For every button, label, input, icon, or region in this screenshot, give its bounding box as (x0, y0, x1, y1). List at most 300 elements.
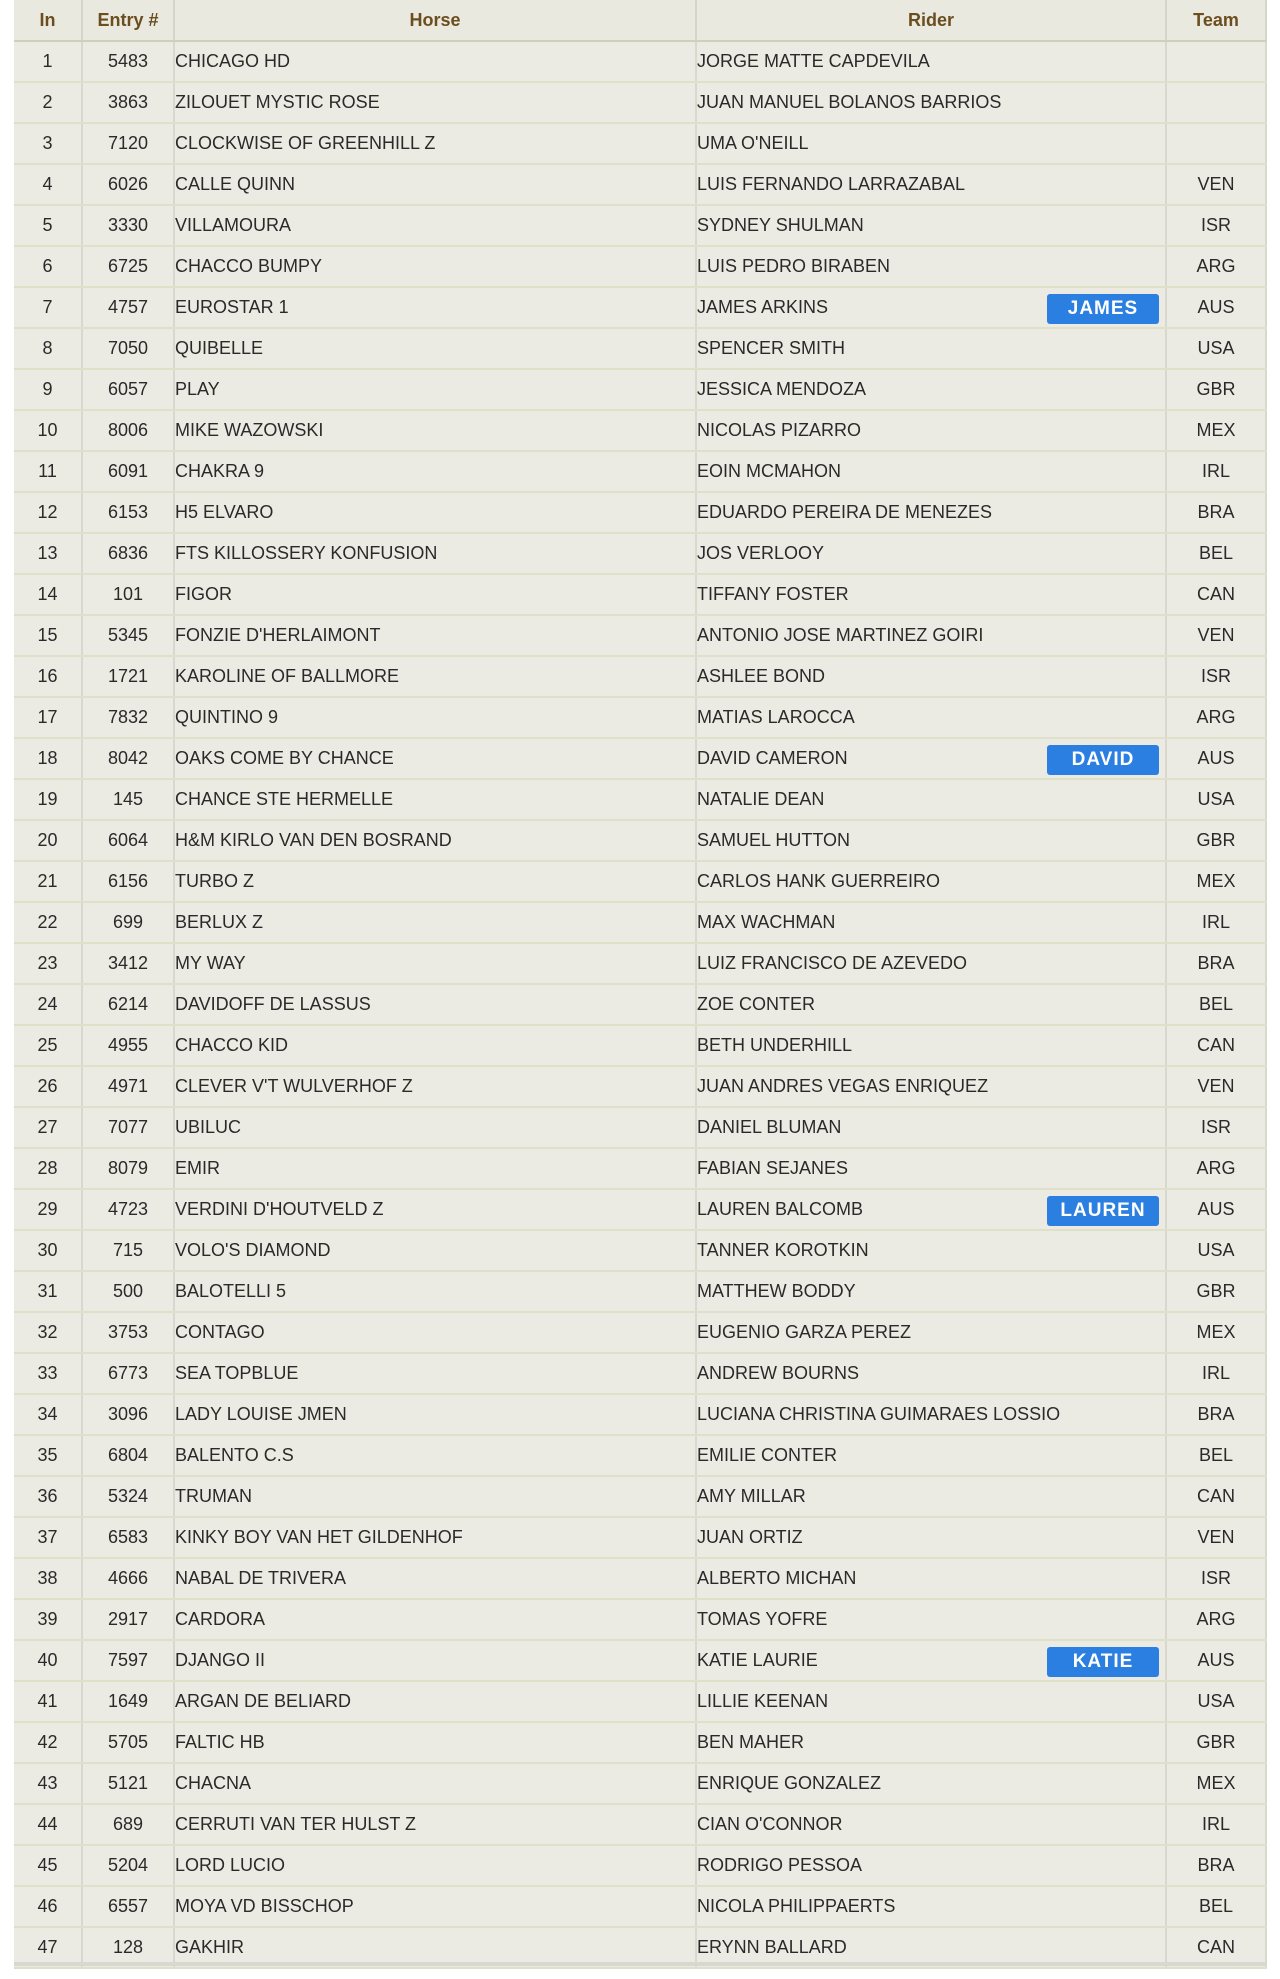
table-row[interactable] (14, 205, 1266, 246)
horse-cell-text: CERRUTI VAN TER HULST Z (175, 1814, 417, 1834)
in-cell (14, 861, 82, 902)
horse-cell (174, 1271, 696, 1312)
rider-cell-text: ANTONIO JOSE MARTINEZ GOIRI (697, 625, 984, 645)
entry-number-cell (82, 615, 174, 656)
horse-cell (174, 1558, 696, 1599)
rider-cell-text: AMY MILLAR (697, 1486, 806, 1506)
table-row[interactable] (14, 1886, 1266, 1927)
entry-number-cell (82, 123, 174, 164)
table-row[interactable] (14, 1640, 1266, 1681)
horse-cell-text: LADY LOUISE JMEN (175, 1404, 347, 1424)
team-cell-text: CAN (1196, 1937, 1235, 1957)
horse-cell (174, 451, 696, 492)
horse-cell (174, 164, 696, 205)
team-cell (1166, 1476, 1266, 1517)
entry-number-cell (82, 1066, 174, 1107)
table-row[interactable] (14, 1312, 1266, 1353)
in-cell-text: 19 (37, 789, 58, 809)
in-cell-text: 30 (37, 1240, 58, 1260)
in-cell (14, 1353, 82, 1394)
rider-cell (696, 82, 1166, 123)
entry-number-cell (82, 1189, 174, 1230)
team-cell (1166, 984, 1266, 1025)
in-cell-text: 42 (37, 1732, 58, 1752)
rider-cell (696, 1886, 1166, 1927)
bottom-divider (14, 1962, 1266, 1966)
rider-cell (696, 1189, 1166, 1230)
entry-number-cell-text: 2917 (107, 1609, 149, 1629)
entry-number-cell-text: 101 (112, 584, 144, 604)
in-cell (14, 164, 82, 205)
table-row[interactable] (14, 1845, 1266, 1886)
team-cell-text: CAN (1196, 584, 1235, 604)
in-cell-text: 25 (37, 1035, 58, 1055)
table-row[interactable] (14, 1025, 1266, 1066)
team-cell (1166, 1886, 1266, 1927)
table-row[interactable] (14, 1599, 1266, 1640)
in-cell-text: 46 (37, 1896, 58, 1916)
table-row[interactable] (14, 615, 1266, 656)
horse-cell (174, 1886, 696, 1927)
in-cell (14, 1148, 82, 1189)
table-row[interactable] (14, 697, 1266, 738)
horse-cell (174, 1066, 696, 1107)
horse-cell-text: CLOCKWISE OF GREENHILL Z (175, 133, 436, 153)
rider-cell-text: JUAN MANUEL BOLANOS BARRIOS (697, 92, 1002, 112)
team-cell (1166, 943, 1266, 984)
horse-cell (174, 410, 696, 451)
in-cell (14, 287, 82, 328)
entry-number-cell-text: 7597 (107, 1650, 149, 1670)
horse-cell (174, 1230, 696, 1271)
rider-cell (696, 533, 1166, 574)
table-row[interactable] (14, 1271, 1266, 1312)
table-row[interactable] (14, 1435, 1266, 1476)
rider-cell-text: JESSICA MENDOZA (697, 379, 867, 399)
entry-number-cell (82, 369, 174, 410)
rider-cell (696, 1230, 1166, 1271)
in-cell-text: 4 (42, 174, 53, 194)
entry-number-cell (82, 1681, 174, 1722)
team-cell-text: GBR (1196, 1281, 1236, 1301)
table-row[interactable] (14, 246, 1266, 287)
team-cell (1166, 1271, 1266, 1312)
entry-number-cell (82, 1763, 174, 1804)
entry-number-cell (82, 164, 174, 205)
team-cell (1166, 1599, 1266, 1640)
rider-cell (696, 984, 1166, 1025)
horse-cell-text: SEA TOPBLUE (175, 1363, 299, 1383)
entry-number-cell-text: 6804 (107, 1445, 149, 1465)
order-of-go-panel (14, 0, 1266, 1969)
team-cell-text: IRL (1201, 461, 1230, 481)
team-cell-text: ISR (1200, 666, 1231, 686)
entry-number-cell (82, 1886, 174, 1927)
team-cell-text: AUS (1197, 297, 1235, 317)
header-team[interactable]: Team (1166, 0, 1266, 41)
entry-number-cell (82, 246, 174, 287)
in-cell (14, 123, 82, 164)
horse-cell (174, 1476, 696, 1517)
entry-number-cell (82, 1517, 174, 1558)
horse-cell (174, 738, 696, 779)
in-cell-text: 14 (37, 584, 58, 604)
rider-cell (696, 1722, 1166, 1763)
in-cell-text: 23 (37, 953, 58, 973)
table-row[interactable] (14, 1189, 1266, 1230)
in-cell-text: 32 (37, 1322, 58, 1342)
entry-number-cell-text: 715 (112, 1240, 144, 1260)
horse-cell-text: FALTIC HB (175, 1732, 265, 1752)
in-cell-text: 15 (37, 625, 58, 645)
header-horse[interactable]: Horse (174, 0, 696, 41)
table-row[interactable] (14, 369, 1266, 410)
horse-cell-text: DAVIDOFF DE LASSUS (175, 994, 371, 1014)
in-cell-text: 13 (37, 543, 58, 563)
entry-number-cell-text: 689 (112, 1814, 144, 1834)
in-cell (14, 1312, 82, 1353)
entry-number-cell-text: 6057 (107, 379, 149, 399)
entry-number-cell (82, 451, 174, 492)
rider-cell (696, 1804, 1166, 1845)
entry-number-cell (82, 1312, 174, 1353)
in-cell (14, 656, 82, 697)
rider-cell-text: NATALIE DEAN (697, 789, 825, 809)
rider-cell (696, 1025, 1166, 1066)
in-cell-text: 41 (37, 1691, 58, 1711)
table-row[interactable] (14, 1353, 1266, 1394)
entry-number-cell (82, 861, 174, 902)
table-row[interactable] (14, 861, 1266, 902)
in-cell-text: 34 (37, 1404, 58, 1424)
entry-number-cell (82, 1640, 174, 1681)
horse-cell-text: KAROLINE OF BALLMORE (175, 666, 400, 686)
team-cell (1166, 1558, 1266, 1599)
table-row[interactable] (14, 738, 1266, 779)
in-cell-text: 11 (38, 461, 57, 481)
in-cell (14, 697, 82, 738)
team-cell (1166, 1312, 1266, 1353)
horse-cell (174, 615, 696, 656)
in-cell-text: 18 (37, 748, 58, 768)
horse-cell-text: CALLE QUINN (175, 174, 296, 194)
in-cell (14, 1763, 82, 1804)
team-cell-text: MEX (1196, 420, 1236, 440)
horse-cell-text: H5 ELVARO (175, 502, 274, 522)
rider-cell-text: LUIS PEDRO BIRABEN (697, 256, 891, 276)
horse-cell-text: CONTAGO (175, 1322, 265, 1342)
rider-cell (696, 1845, 1166, 1886)
horse-cell-text: VERDINI D'HOUTVELD Z (175, 1199, 384, 1219)
team-cell-text: VEN (1197, 1527, 1235, 1547)
in-cell (14, 615, 82, 656)
header-entry-number[interactable]: Entry # (82, 0, 174, 41)
team-cell-text: USA (1197, 1691, 1235, 1711)
team-cell (1166, 41, 1266, 82)
rider-cell-text: EDUARDO PEREIRA DE MENEZES (697, 502, 993, 522)
team-cell (1166, 246, 1266, 287)
table-row[interactable] (14, 820, 1266, 861)
horse-cell-text: H&M KIRLO VAN DEN BOSRAND (175, 830, 452, 850)
in-cell (14, 492, 82, 533)
rider-cell (696, 1476, 1166, 1517)
horse-cell (174, 492, 696, 533)
horse-cell-text: MIKE WAZOWSKI (175, 420, 324, 440)
table-row[interactable] (14, 1517, 1266, 1558)
table-row[interactable] (14, 123, 1266, 164)
team-cell (1166, 1804, 1266, 1845)
table-row[interactable] (14, 1681, 1266, 1722)
table-row[interactable] (14, 328, 1266, 369)
entry-number-cell-text: 145 (112, 789, 144, 809)
entry-number-cell (82, 1558, 174, 1599)
horse-cell-text: MY WAY (175, 953, 246, 973)
entry-number-cell (82, 1107, 174, 1148)
entry-number-cell (82, 984, 174, 1025)
horse-cell-text: NABAL DE TRIVERA (175, 1568, 347, 1588)
team-cell-text: CAN (1196, 1486, 1235, 1506)
in-cell-text: 12 (37, 502, 58, 522)
horse-cell-text: MOYA VD BISSCHOP (175, 1896, 354, 1916)
table-row[interactable] (14, 1804, 1266, 1845)
rider-cell-text: LUCIANA CHRISTINA GUIMARAES LOSSIO (697, 1404, 1061, 1424)
team-cell-text: GBR (1196, 1732, 1236, 1752)
in-cell (14, 574, 82, 615)
horse-cell-text: VILLAMOURA (175, 215, 292, 235)
table-row[interactable] (14, 1722, 1266, 1763)
table-row[interactable] (14, 1558, 1266, 1599)
table-row[interactable] (14, 574, 1266, 615)
in-cell-text: 44 (37, 1814, 58, 1834)
table-row[interactable] (14, 164, 1266, 205)
in-cell (14, 1271, 82, 1312)
rider-cell-text: DANIEL BLUMAN (697, 1117, 842, 1137)
rider-cell-text: CARLOS HANK GUERREIRO (697, 871, 941, 891)
team-cell-text: BRA (1197, 1404, 1235, 1424)
horse-cell-text: CHACCO KID (175, 1035, 289, 1055)
horse-cell-text: FIGOR (175, 584, 232, 604)
header-rider[interactable]: Rider (696, 0, 1166, 41)
rider-cell-text: NICOLAS PIZARRO (697, 420, 862, 440)
in-cell-text: 21 (37, 871, 58, 891)
horse-cell (174, 1353, 696, 1394)
rider-cell (696, 943, 1166, 984)
team-cell (1166, 1640, 1266, 1681)
horse-cell (174, 1599, 696, 1640)
table-row[interactable] (14, 779, 1266, 820)
entry-number-cell-text: 5204 (107, 1855, 149, 1875)
header-in[interactable]: In (14, 0, 82, 41)
entry-number-cell-text: 6091 (107, 461, 149, 481)
entry-number-cell-text: 3753 (107, 1322, 149, 1342)
table-row[interactable] (14, 984, 1266, 1025)
table-row[interactable] (14, 1476, 1266, 1517)
rider-cell-text: JOS VERLOOY (697, 543, 825, 563)
team-cell (1166, 1025, 1266, 1066)
entry-number-cell (82, 287, 174, 328)
entry-number-cell (82, 697, 174, 738)
team-cell (1166, 1353, 1266, 1394)
in-cell (14, 1722, 82, 1763)
horse-cell-text: CHACNA (175, 1773, 252, 1793)
horse-cell (174, 1517, 696, 1558)
rider-highlight-badge: DAVID (1047, 745, 1159, 775)
horse-cell (174, 943, 696, 984)
in-cell-text: 1 (42, 51, 53, 71)
rider-cell (696, 492, 1166, 533)
horse-cell-text: BERLUX Z (175, 912, 264, 932)
rider-cell (696, 1517, 1166, 1558)
horse-cell (174, 1763, 696, 1804)
horse-cell-text: KINKY BOY VAN HET GILDENHOF (175, 1527, 463, 1547)
rider-highlight-badge: LAUREN (1047, 1196, 1159, 1226)
in-cell (14, 1804, 82, 1845)
rider-cell-text: BETH UNDERHILL (697, 1035, 853, 1055)
rider-cell (696, 1148, 1166, 1189)
in-cell-text: 22 (37, 912, 58, 932)
team-cell (1166, 410, 1266, 451)
rider-cell-text: TOMAS YOFRE (697, 1609, 828, 1629)
in-cell (14, 902, 82, 943)
horse-cell (174, 82, 696, 123)
rider-cell (696, 1353, 1166, 1394)
entry-number-cell (82, 1394, 174, 1435)
in-cell (14, 369, 82, 410)
entry-number-cell (82, 205, 174, 246)
rider-cell (696, 451, 1166, 492)
entry-number-cell-text: 3412 (107, 953, 149, 973)
table-row[interactable] (14, 410, 1266, 451)
entry-number-cell-text: 4971 (107, 1076, 149, 1096)
in-cell-text: 2 (42, 92, 53, 112)
in-cell-text: 16 (37, 666, 58, 686)
team-cell (1166, 861, 1266, 902)
entry-number-cell-text: 6836 (107, 543, 149, 563)
horse-cell (174, 328, 696, 369)
in-cell-text: 31 (37, 1281, 58, 1301)
table-row[interactable] (14, 41, 1266, 82)
team-cell (1166, 205, 1266, 246)
team-cell (1166, 574, 1266, 615)
team-cell (1166, 1189, 1266, 1230)
horse-cell (174, 246, 696, 287)
rider-cell (696, 1394, 1166, 1435)
table-row[interactable] (14, 1107, 1266, 1148)
horse-cell-text: CARDORA (175, 1609, 266, 1629)
rider-cell-text: JUAN ANDRES VEGAS ENRIQUEZ (697, 1076, 989, 1096)
rider-cell (696, 1271, 1166, 1312)
table-row[interactable] (14, 1394, 1266, 1435)
in-cell (14, 1640, 82, 1681)
horse-cell (174, 205, 696, 246)
table-row[interactable] (14, 943, 1266, 984)
team-cell-text: VEN (1197, 625, 1235, 645)
team-cell-text: USA (1197, 789, 1235, 809)
entry-number-cell (82, 943, 174, 984)
table-row[interactable] (14, 287, 1266, 328)
entry-number-cell-text: 500 (112, 1281, 144, 1301)
rider-cell-text: LUIS FERNANDO LARRAZABAL (697, 174, 966, 194)
in-cell (14, 1066, 82, 1107)
horse-cell (174, 533, 696, 574)
rider-cell-text: MATIAS LAROCCA (697, 707, 855, 727)
horse-cell (174, 41, 696, 82)
table-row[interactable] (14, 82, 1266, 123)
horse-cell-text: EMIR (175, 1158, 220, 1178)
in-cell-text: 3 (42, 133, 53, 153)
team-cell-text: ISR (1200, 1117, 1231, 1137)
rider-cell (696, 615, 1166, 656)
entry-number-cell-text: 3863 (107, 92, 149, 112)
horse-cell-text: VOLO'S DIAMOND (175, 1240, 331, 1260)
entry-number-cell (82, 1435, 174, 1476)
in-cell (14, 41, 82, 82)
table-row[interactable] (14, 1230, 1266, 1271)
rider-cell-text: EUGENIO GARZA PEREZ (697, 1322, 912, 1342)
in-cell (14, 1189, 82, 1230)
entry-number-cell-text: 5324 (107, 1486, 149, 1506)
table-row[interactable] (14, 1763, 1266, 1804)
table-row[interactable] (14, 1066, 1266, 1107)
in-cell-text: 17 (37, 707, 58, 727)
in-cell-text: 43 (37, 1773, 58, 1793)
horse-cell (174, 984, 696, 1025)
rider-cell-text: ASHLEE BOND (697, 666, 826, 686)
horse-cell (174, 1107, 696, 1148)
horse-cell-text: CHAKRA 9 (175, 461, 265, 481)
team-cell (1166, 1230, 1266, 1271)
in-cell (14, 984, 82, 1025)
in-cell-text: 39 (37, 1609, 58, 1629)
team-cell (1166, 164, 1266, 205)
rider-cell (696, 738, 1166, 779)
horse-cell (174, 902, 696, 943)
entry-number-cell (82, 1599, 174, 1640)
team-cell-text: BEL (1198, 994, 1234, 1014)
in-cell (14, 246, 82, 287)
rider-cell-text: LAUREN BALCOMB (697, 1199, 864, 1219)
rider-cell-text: ERYNN BALLARD (697, 1937, 847, 1957)
entry-number-cell-text: 6156 (107, 871, 149, 891)
table-row[interactable] (14, 902, 1266, 943)
rider-cell-text: JORGE MATTE CAPDEVILA (697, 51, 930, 71)
horse-cell (174, 574, 696, 615)
horse-cell-text: BALOTELLI 5 (175, 1281, 287, 1301)
in-cell (14, 1025, 82, 1066)
horse-cell (174, 861, 696, 902)
table-row[interactable] (14, 533, 1266, 574)
table-row[interactable] (14, 1148, 1266, 1189)
entry-number-cell (82, 1148, 174, 1189)
table-row[interactable] (14, 492, 1266, 533)
horse-cell-text: TURBO Z (175, 871, 254, 891)
in-cell-text: 45 (37, 1855, 58, 1875)
entry-number-cell-text: 6064 (107, 830, 149, 850)
horse-cell (174, 820, 696, 861)
rider-cell-text: NICOLA PHILIPPAERTS (697, 1896, 896, 1916)
rider-cell (696, 164, 1166, 205)
horse-cell (174, 1804, 696, 1845)
in-cell (14, 328, 82, 369)
horse-cell-text: BALENTO C.S (175, 1445, 294, 1465)
rider-highlight-badge: JAMES (1047, 294, 1159, 324)
in-cell (14, 1476, 82, 1517)
table-row[interactable] (14, 451, 1266, 492)
team-cell (1166, 1394, 1266, 1435)
entry-number-cell-text: 6026 (107, 174, 149, 194)
table-row[interactable] (14, 656, 1266, 697)
rider-cell (696, 697, 1166, 738)
